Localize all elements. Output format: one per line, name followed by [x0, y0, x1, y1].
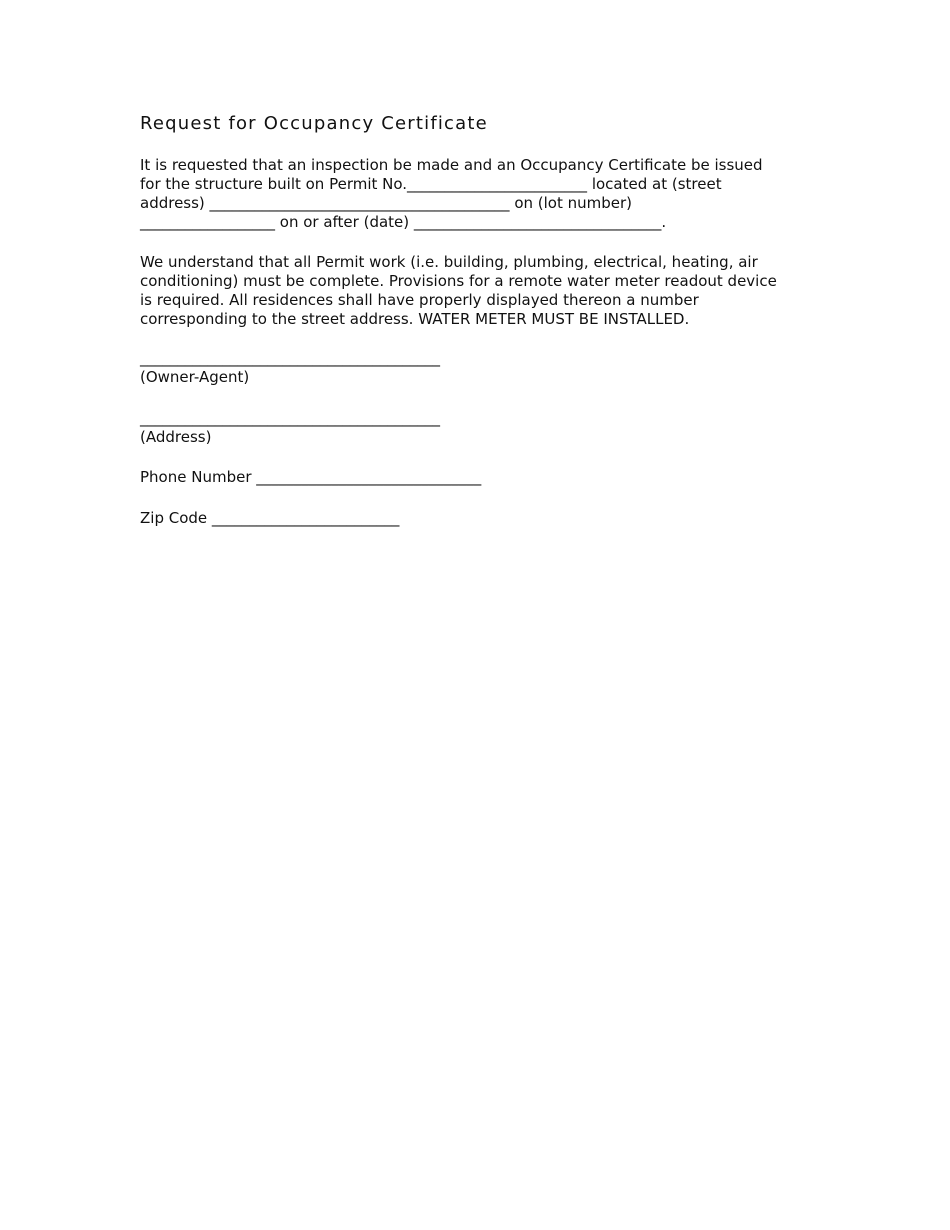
address-blank-line[interactable]: ________________________________________ — [140, 409, 440, 427]
paragraph-line: It is requested that an inspection be made and an Occupancy Certificate be issued — [140, 156, 763, 174]
owner-agent-blank-line[interactable]: ________________________________________ — [140, 349, 440, 367]
paragraph-line: conditioning) must be complete. Provisions for a remote water meter readout device — [140, 272, 777, 290]
paragraph-line: address) ________________________________________ on (lot number) — [140, 194, 633, 212]
document-page — [140, 112, 820, 528]
phone-number-field[interactable]: Phone Number ______________________________ — [140, 468, 482, 486]
address-label: (Address) — [140, 428, 212, 446]
owner-agent-signature — [140, 349, 820, 387]
paragraph-line: __________________ on or after (date) _________________________________. — [140, 213, 667, 231]
paragraph-line: for the structure built on Permit No.________________________ located at (street — [140, 175, 722, 193]
requirements-paragraph — [140, 253, 820, 329]
paragraph-line: is required. All residences shall have properly displayed thereon a number — [140, 291, 699, 309]
document-title: Request for Occupancy Certificate — [140, 113, 488, 134]
address-signature — [140, 409, 820, 447]
paragraph-line: We understand that all Permit work (i.e. building, plumbing, electrical, heating, air — [140, 253, 758, 271]
zip-code-field[interactable]: Zip Code _________________________ — [140, 509, 400, 527]
paragraph-line: corresponding to the street address. WATER METER MUST BE INSTALLED. — [140, 310, 690, 328]
inspection-request-paragraph — [140, 156, 820, 232]
owner-agent-label: (Owner-Agent) — [140, 368, 250, 386]
